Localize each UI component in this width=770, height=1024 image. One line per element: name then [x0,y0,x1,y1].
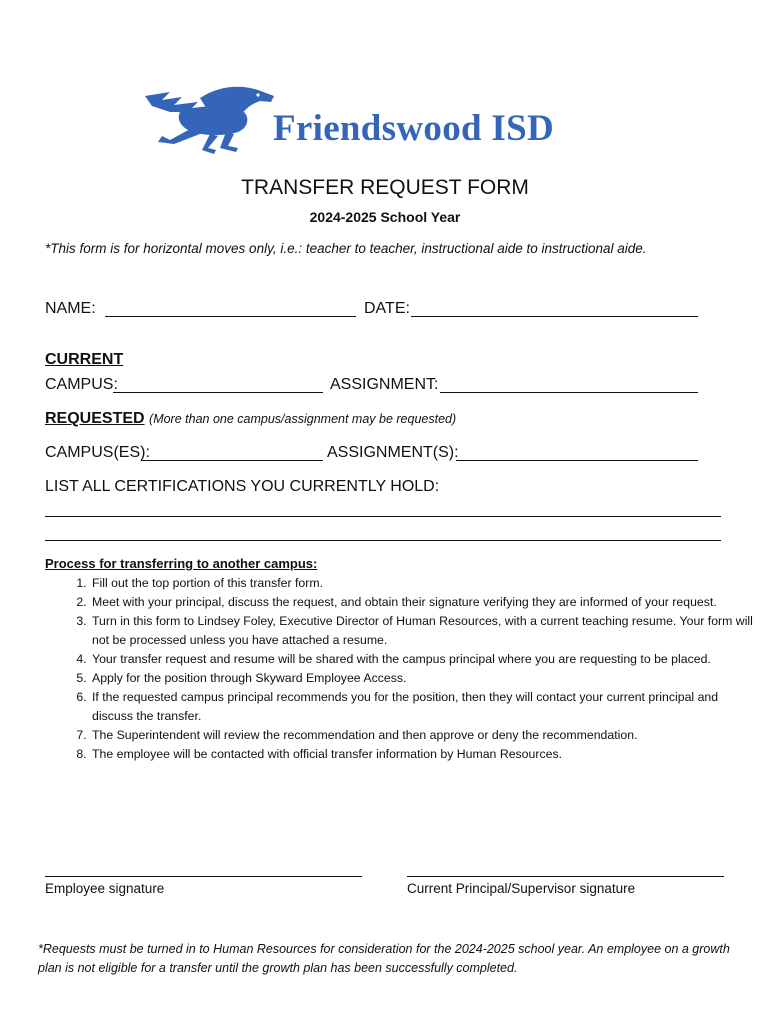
requested-campus-label: CAMPUS(ES): [45,444,150,461]
form-title: TRANSFER REQUEST FORM [241,176,529,199]
process-step: 7. The Superintendent will review the recommendation and then approve or deny the recommendation. [90,726,760,745]
process-heading: Process for transferring to another campus: [45,556,318,571]
certifications-line-1[interactable] [45,516,721,517]
horizontal-move-note: *This form is for horizontal moves only, i.e.: teacher to teacher, instructional aide to instructional aide. [45,241,647,256]
current-campus-label: CAMPUS: [45,376,118,393]
requested-campus-field[interactable] [141,460,323,461]
school-year: 2024-2025 School Year [309,209,461,225]
process-step: 4. Your transfer request and resume will be shared with the campus principal where you are requesting to be placed. [90,650,760,669]
requested-heading: REQUESTED [45,410,145,427]
requested-assignment-label: ASSIGNMENT(S): [327,444,459,461]
process-steps [45,574,760,764]
name-field[interactable] [105,316,356,317]
mustang-horse-logo [140,78,280,158]
date-field[interactable] [411,316,698,317]
principal-signature-field[interactable] [407,876,724,877]
current-assignment-field[interactable] [440,392,698,393]
certifications-line-2[interactable] [45,540,721,541]
current-campus-field[interactable] [113,392,323,393]
name-label: NAME: [45,300,96,317]
employee-signature-field[interactable] [45,876,362,877]
process-step: 8. The employee will be contacted with official transfer information by Human Resources. [90,745,760,764]
requested-assignment-field[interactable] [456,460,698,461]
process-step: 1. Fill out the top portion of this transfer form. [90,574,760,593]
certifications-label: LIST ALL CERTIFICATIONS YOU CURRENTLY HOLD: [45,478,440,495]
date-label: DATE: [364,300,410,317]
employee-signature-label: Employee signature [45,881,165,896]
process-step: 2. Meet with your principal, discuss the request, and obtain their signature verifying they are informed of your request. [90,593,760,612]
principal-signature-label: Current Principal/Supervisor signature [407,881,636,896]
brand-name: Friendswood ISD [273,108,555,149]
requested-heading-row [45,410,456,428]
current-heading: CURRENT [45,351,124,368]
process-step: 5. Apply for the position through Skyward Employee Access. [90,669,760,688]
requested-note: (More than one campus/assignment may be requested) [149,412,457,426]
process-step: 6. If the requested campus principal recommends you for the position, then they will contact your current principal and discuss the transfer. [90,688,760,726]
process-step: 3. Turn in this form to Lindsey Foley, Executive Director of Human Resources, with a current teaching resume. Your form will not be processed unless you have attached a resume. [90,612,760,650]
footer-note: *Requests must be turned in to Human Resources for consideration for the 2024-2025 school year. An employee on a growth plan is not eligible for a transfer until the growth plan has been successfully completed. [38,942,730,975]
current-assignment-label: ASSIGNMENT: [330,376,439,393]
